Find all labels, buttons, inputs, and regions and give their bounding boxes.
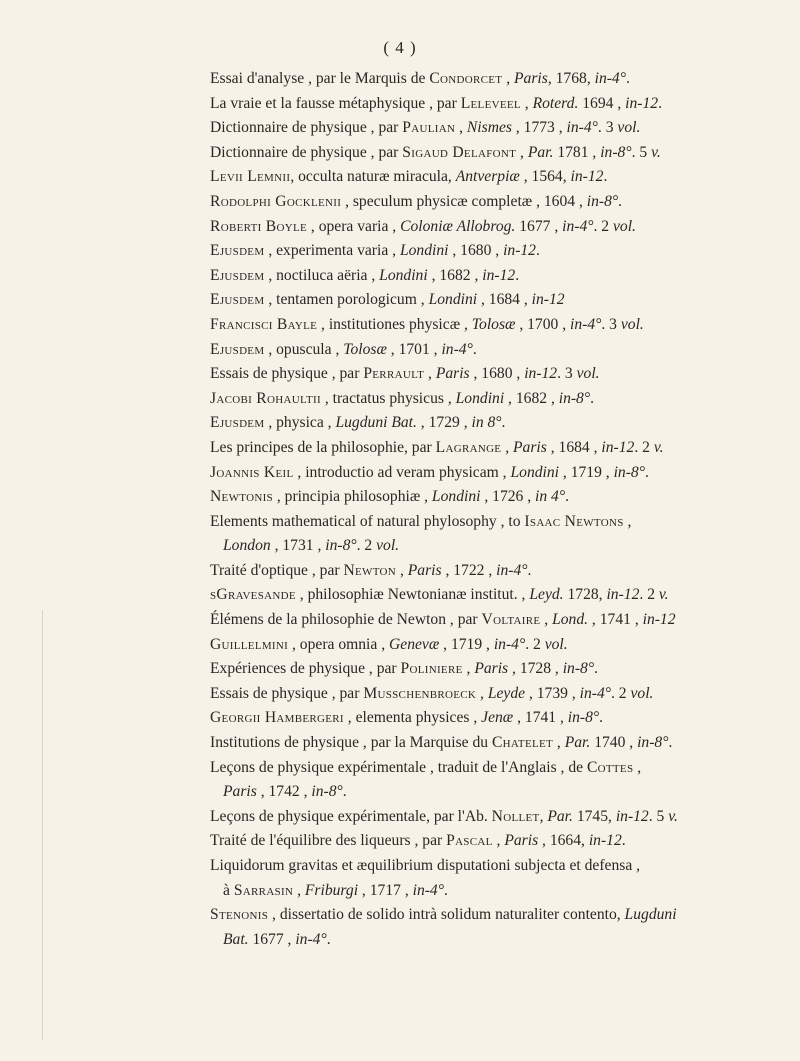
author-name: Guillelmini [210, 635, 289, 653]
entry-text: 1677 , [248, 930, 296, 948]
book-format: in-8° [325, 537, 357, 555]
book-format: in 8° [471, 414, 502, 432]
entry-text: , 1680 , [448, 242, 504, 260]
volume-count: vol. [576, 365, 600, 383]
entry-text: . [590, 389, 594, 407]
entry-text: . [527, 561, 532, 579]
place-of-publication: Bat. [223, 930, 249, 948]
entry-text: , 1726 , [480, 488, 536, 506]
entry-text: , occulta naturæ miracula, [290, 168, 456, 186]
entry-text: . [658, 94, 662, 112]
entry-text: Leçons de physique expérimentale, par l'Ab. [210, 807, 492, 825]
place-of-publication: Londini [431, 488, 481, 506]
bibliography-entry [210, 510, 770, 559]
entry-text: à [223, 881, 234, 899]
entry-text: Liquidorum gravitas et æquilibrium disputationi subjecta et defensa , [210, 857, 641, 874]
place-of-publication: Coloniæ Allobrog. [400, 217, 516, 235]
book-format: in-4° [579, 684, 611, 702]
entry-line [210, 805, 770, 830]
volume-count: vol. [617, 119, 641, 137]
entry-text: , [476, 684, 488, 702]
entry-text: . [594, 660, 598, 678]
page-number: ( 4 ) [383, 38, 417, 57]
entry-line [210, 387, 770, 412]
entry-text: . [625, 70, 630, 87]
entry-text: , 1741 , [588, 611, 643, 629]
place-of-publication: Londini [399, 242, 449, 260]
book-format: in-4° [412, 881, 444, 899]
entry-text: , [623, 512, 632, 530]
bibliography-entry [210, 387, 770, 412]
volume-count: vol. [612, 217, 636, 235]
bibliography-entry [210, 239, 770, 264]
author-name: Cottes [586, 758, 634, 776]
entry-continuation-line [210, 879, 770, 904]
entry-text: , 1682 , [504, 389, 559, 407]
entry-text: , 1682 , [427, 266, 483, 284]
author-name: Chatelet [491, 734, 554, 752]
entry-line [210, 338, 770, 363]
place-of-publication: Paris [514, 70, 548, 87]
entry-line [210, 67, 770, 92]
bibliography-entry [210, 461, 770, 486]
entry-continuation-line [210, 534, 770, 559]
volume-count: v. [651, 143, 661, 161]
bibliography-entry [210, 756, 770, 805]
book-format: in-12 [615, 807, 649, 825]
book-format: in-4° [441, 340, 473, 358]
entry-line [210, 264, 770, 289]
entry-text: . [472, 340, 477, 358]
entry-line [210, 411, 770, 436]
entry-text: , opera omnia , [288, 635, 390, 653]
bibliography-entry [210, 215, 770, 240]
place-of-publication: Londini [510, 463, 559, 481]
author-name: Ejusdem [210, 266, 265, 284]
book-format: in-4° [570, 315, 602, 333]
bibliography-entry [210, 903, 770, 952]
volume-count: vol. [544, 635, 568, 653]
book-format: in-4° [496, 561, 528, 579]
author-name: Stenonis [210, 906, 269, 924]
place-of-publication: Londini [455, 389, 505, 407]
bibliography-entry [210, 264, 770, 289]
book-format: in-8° [558, 389, 591, 407]
entry-text: , 1680 , [469, 365, 525, 383]
entry-text: 1677 , [515, 217, 563, 235]
entry-text: , 1564, [519, 168, 571, 186]
bibliography-entry [210, 682, 770, 707]
bibliography-entry [210, 165, 770, 190]
author-name: Pascal [446, 832, 493, 850]
entry-text: . 2 [639, 586, 659, 604]
entry-line [210, 190, 770, 215]
author-name: Voltaire [481, 611, 541, 629]
book-format: in-12 [570, 168, 604, 186]
book-format: in 4° [535, 488, 566, 506]
book-format: in-12 [524, 365, 558, 383]
entry-text: Traité d'optique , par [210, 561, 344, 579]
entry-text: , 1664, [538, 832, 589, 850]
entry-line [210, 731, 770, 756]
bibliography-entry [210, 608, 770, 633]
entry-text: , opuscula , [264, 340, 344, 358]
volume-count: v. [668, 807, 678, 825]
entry-line [210, 756, 770, 781]
book-format: in-4° [295, 930, 327, 948]
entry-text: , [540, 611, 553, 629]
place-of-publication: Jenæ [481, 709, 514, 727]
author-name: Perrault [363, 365, 425, 383]
bibliography-entry [210, 559, 770, 584]
entry-text: , 1722 , [441, 561, 497, 579]
author-name: Isaac Newtons [524, 512, 624, 530]
page-fold-line [42, 610, 43, 1040]
place-of-publication: Londini [428, 291, 478, 309]
entry-text: , [455, 119, 467, 137]
place-of-publication: Paris [407, 561, 442, 579]
entry-text: . [621, 832, 626, 850]
book-format: in-8° [586, 192, 619, 210]
author-name: Francisci Bayle [210, 315, 318, 333]
entry-text: 1740 , [590, 734, 638, 752]
book-format: in-12 [601, 438, 635, 456]
place-of-publication: Friburgi [304, 881, 359, 899]
entry-text: , 1773 , [511, 119, 567, 137]
place-of-publication: London [223, 537, 271, 555]
place-of-publication: Roterd. [532, 94, 579, 112]
bibliography-entry [210, 313, 770, 338]
bibliography-entry [210, 485, 770, 510]
entry-text: , 1719 , [559, 463, 614, 481]
entry-line [210, 829, 770, 854]
entry-text: , 1701 , [386, 340, 442, 358]
entry-text: , 1739 , [525, 684, 580, 702]
entry-continuation-line [210, 928, 770, 953]
entry-text: , tractatus physicus , [320, 389, 456, 407]
entry-line [210, 239, 770, 264]
entry-text: . 3 [557, 365, 577, 383]
place-of-publication: Paris [223, 783, 257, 801]
entry-text: . [342, 783, 347, 801]
entry-line [210, 608, 770, 633]
entry-text: , dissertatio de solido intrà solidum naturaliter contento, [268, 906, 625, 924]
entry-text: . 5 [648, 807, 669, 825]
entry-line [210, 141, 770, 166]
bibliography-entry [210, 829, 770, 854]
place-of-publication: Paris [513, 438, 547, 456]
place-of-publication: Leyd. [529, 586, 564, 604]
entry-text: , introductio ad veram physicam , [293, 463, 511, 481]
entry-text: , 1684 , [546, 438, 602, 456]
place-of-publication: Genevæ [389, 635, 440, 653]
entry-line [210, 682, 770, 707]
bibliography-entry [210, 362, 770, 387]
entry-text: . 3 [601, 315, 621, 333]
entry-text: Essai d'analyse , par le Marquis de [210, 70, 430, 87]
place-of-publication: Tolosæ [471, 315, 516, 333]
author-name: Joannis Keil [210, 463, 294, 481]
bibliography-list [210, 67, 770, 952]
bibliography-entry [210, 288, 770, 313]
entry-text: Leçons de physique expérimentale , traduit de l'Anglais , de [210, 758, 587, 776]
book-format: in-12 [503, 242, 536, 260]
entry-text: , 1768, [547, 70, 595, 87]
place-of-publication: Paris [435, 365, 470, 383]
book-format: in-4° [493, 635, 526, 653]
volume-count: v. [653, 438, 664, 456]
entry-text: , physica , [264, 414, 336, 432]
entry-text: , tentamen porologicum , [264, 291, 429, 309]
entry-text: , speculum physicæ completæ , 1604 , [341, 192, 587, 210]
book-format: in-8° [567, 709, 600, 727]
entry-line [210, 215, 770, 240]
author-name: Condorcet [429, 70, 503, 87]
entry-text: , [396, 561, 408, 579]
place-of-publication: Par. [527, 143, 554, 161]
entry-line [210, 510, 770, 535]
entry-text: . [644, 463, 649, 481]
entry-text: , elementa physices , [343, 709, 482, 727]
place-of-publication: Lond. [552, 611, 589, 629]
bibliography-entry [210, 854, 770, 903]
entry-text: . 5 [631, 143, 652, 161]
entry-text: . [603, 168, 608, 186]
book-format: in-8° [637, 734, 669, 752]
bibliography-entry [210, 190, 770, 215]
bibliography-entry [210, 141, 770, 166]
entry-text: , institutiones physicæ , [317, 315, 472, 333]
bibliography-entry [210, 583, 770, 608]
entry-text: , [293, 881, 305, 899]
book-format: in-4° [594, 70, 626, 87]
entry-text: , philosophiæ Newtonianæ institut. , [295, 586, 530, 604]
book-format: in-4° [562, 217, 594, 235]
book-format: in-12 [642, 611, 676, 629]
place-of-publication: Par. [564, 734, 591, 752]
entry-text: , [539, 807, 548, 825]
volume-count: v. [658, 586, 669, 604]
author-name: Paulian [402, 119, 456, 137]
entry-text: , experimenta varia , [264, 242, 400, 260]
entry-text: , 1719 , [439, 635, 494, 653]
author-name: Leleveel [460, 94, 521, 112]
entry-text: , 1728 , [508, 660, 563, 678]
author-name: Jacobi Rohaultii [210, 389, 321, 407]
entry-text: Elements mathematical of natural phylosophy , to [210, 512, 525, 530]
entry-text: Dictionnaire de physique , par [210, 119, 403, 137]
bibliography-entry [210, 92, 770, 117]
author-name: Levii Lemnii [210, 168, 291, 186]
bibliography-entry [210, 116, 770, 141]
entry-text: , 1731 , [270, 537, 326, 555]
entry-text: , 1717 , [358, 881, 413, 899]
entry-text: , noctiluca aëria , [264, 266, 380, 284]
place-of-publication: Paris [504, 832, 539, 850]
entry-line [210, 313, 770, 338]
bibliography-entry [210, 67, 770, 92]
entry-continuation-line [210, 780, 770, 805]
entry-line [210, 854, 770, 879]
bibliography-entry [210, 706, 770, 731]
author-name: Sarrasin [233, 881, 294, 899]
bibliography-entry [210, 805, 770, 830]
author-name: Ejusdem [210, 340, 265, 358]
author-name: Roberti Boyle [210, 217, 307, 235]
entry-text: , [462, 660, 475, 678]
place-of-publication: Tolosæ [343, 340, 387, 358]
author-name: Sigaud Delafont [402, 143, 517, 161]
author-name: sGravesande [210, 586, 296, 604]
volume-count: vol. [630, 684, 654, 702]
bibliography-entry [210, 338, 770, 363]
entry-line [210, 583, 770, 608]
book-format: in-8° [600, 143, 632, 161]
entry-text: , 1700 , [515, 315, 571, 333]
entry-text: , [492, 832, 505, 850]
place-of-publication: Nismes [466, 119, 512, 137]
entry-line [210, 362, 770, 387]
book-format: in-12 [625, 94, 659, 112]
entry-text: 1728, [563, 586, 607, 604]
entry-line [210, 903, 770, 928]
entry-text: . 2 [356, 537, 377, 555]
entry-text: Traité de l'équilibre des liqueurs , par [210, 832, 447, 850]
author-name: Newton [343, 561, 397, 579]
book-format: in-8° [311, 783, 343, 801]
entry-text: Expériences de physique , par [210, 660, 401, 678]
entry-line [210, 633, 770, 658]
book-format: in-12 [531, 291, 565, 309]
entry-text: , 1742 , [256, 783, 312, 801]
place-of-publication: Lugduni [624, 906, 677, 924]
entry-text: La vraie et la fausse métaphysique , par [210, 94, 461, 112]
entry-text: , [553, 734, 565, 752]
entry-line [210, 657, 770, 682]
entry-text: . [599, 709, 604, 727]
book-format: in-4° [566, 119, 598, 137]
entry-text: . [618, 192, 623, 210]
entry-text: , [424, 365, 436, 383]
book-format: in-8° [613, 463, 645, 481]
entry-text: . [535, 242, 540, 260]
entry-text: , [501, 438, 514, 456]
place-of-publication: Antverpiæ [455, 168, 520, 186]
entry-text: , [633, 758, 642, 776]
entry-text: . [443, 881, 448, 899]
bibliography-entry [210, 633, 770, 658]
entry-text: Dictionnaire de physique , par [210, 143, 403, 161]
bibliography-entry [210, 411, 770, 436]
author-name: Ejusdem [210, 242, 265, 260]
entry-text: , principia philosophiæ , [272, 488, 432, 506]
entry-text: 1781 , [553, 143, 601, 161]
place-of-publication: Leyde [487, 684, 526, 702]
entry-text: . 2 [593, 217, 613, 235]
author-name: Ejusdem [210, 291, 265, 309]
entry-text: , opera varia , [307, 217, 401, 235]
bibliography-entry [210, 436, 770, 461]
entry-line [210, 165, 770, 190]
entry-line [210, 288, 770, 313]
entry-text: , 1741 , [513, 709, 568, 727]
entry-line [210, 92, 770, 117]
bibliography-entry [210, 731, 770, 756]
entry-text: 1694 , [578, 94, 626, 112]
bibliography-entry [210, 657, 770, 682]
book-format: in-8° [562, 660, 595, 678]
entry-text: , [520, 94, 533, 112]
book-format: in-12 [482, 266, 516, 284]
author-name: Georgii Hambergeri [210, 709, 344, 727]
author-name: Lagrange [435, 438, 502, 456]
author-name: Ejusdem [210, 414, 265, 432]
book-format: in-12 [588, 832, 622, 850]
entry-line [210, 559, 770, 584]
entry-text: , [516, 143, 528, 161]
entry-line [210, 706, 770, 731]
entry-text: Les principes de la philosophie, par [210, 438, 436, 456]
entry-text: , 1729 , [416, 414, 472, 432]
place-of-publication: Paris [474, 660, 509, 678]
entry-text: . [565, 488, 569, 506]
volume-count: vol. [376, 537, 400, 555]
entry-text: . 2 [525, 635, 545, 653]
entry-text: Institutions de physique , par la Marquise du [210, 734, 492, 752]
entry-line [210, 461, 770, 486]
book-format: in-12 [606, 586, 640, 604]
volume-count: vol. [620, 315, 644, 333]
author-name: Nollet [491, 807, 540, 825]
entry-text: . [668, 734, 673, 752]
entry-text: . [501, 414, 506, 432]
author-name: Newtonis [210, 488, 273, 506]
entry-text: . 2 [634, 438, 654, 456]
author-name: Rodolphi Gocklenii [210, 192, 342, 210]
entry-text: . [326, 930, 331, 948]
entry-text: Élémens de la philosophie de Newton , par [210, 611, 482, 629]
place-of-publication: Londini [379, 266, 428, 284]
entry-text: 1745, [572, 807, 616, 825]
entry-text: , 1684 , [477, 291, 532, 309]
author-name: Musschenbroeck [363, 684, 477, 702]
entry-text: Essais de physique , par [210, 365, 364, 383]
entry-text: . 2 [611, 684, 631, 702]
author-name: Poliniere [400, 660, 463, 678]
entry-text: . [515, 266, 520, 284]
entry-line [210, 116, 770, 141]
entry-text: , [502, 70, 515, 87]
entry-text: Essais de physique , par [210, 684, 364, 702]
entry-line [210, 485, 770, 510]
place-of-publication: Lugduni Bat. [335, 414, 417, 432]
entry-line [210, 436, 770, 461]
place-of-publication: Par. [547, 807, 573, 825]
entry-text: . 3 [597, 119, 618, 137]
